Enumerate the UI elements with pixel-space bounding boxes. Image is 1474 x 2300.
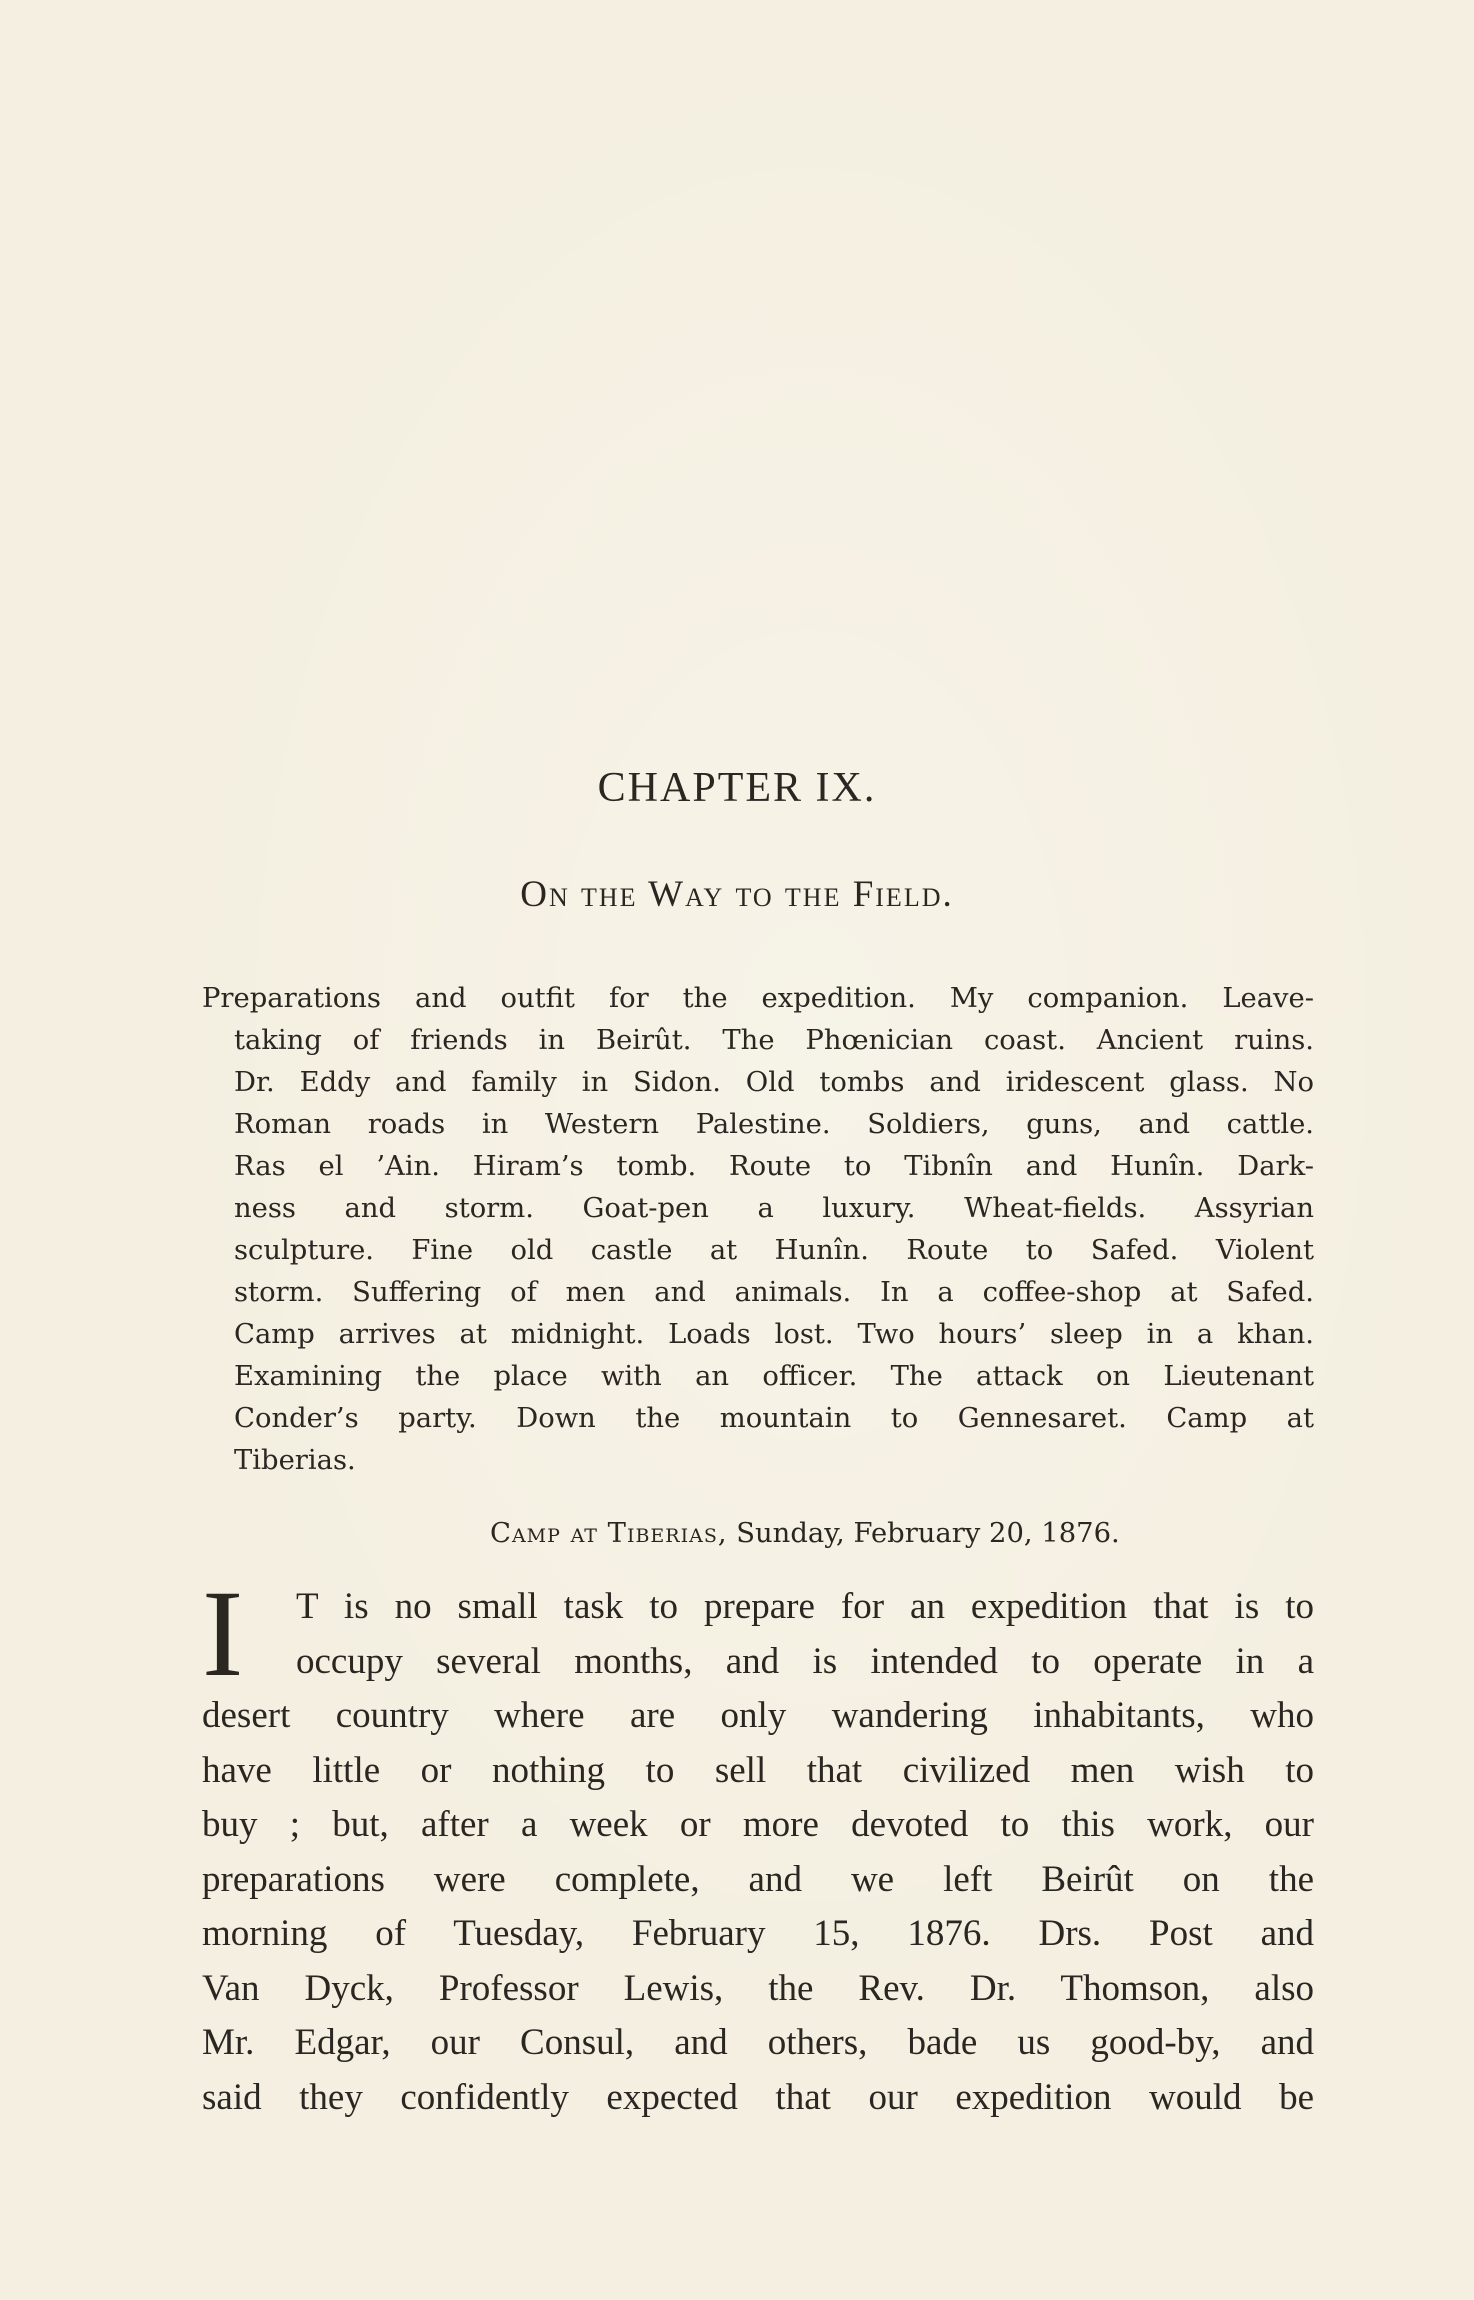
synopsis-line: Roman roads in Western Palestine. Soldiers, guns, and cattle.	[234, 1109, 1314, 1140]
synopsis-line: Ras el ’Ain. Hiram’s tomb. Route to Tibnîn and Hunîn. Dark-	[234, 1151, 1314, 1182]
synopsis-line: Tiberias.	[234, 1445, 356, 1476]
body-line: desert country where are only wandering inhabitants, who	[202, 1695, 1314, 1736]
synopsis-line: storm. Suffering of men and animals. In a coffee-shop at Safed.	[234, 1277, 1314, 1308]
body-line: Mr. Edgar, our Consul, and others, bade us good-by, and	[202, 2022, 1314, 2063]
body-first-line: T is no small task to prepare for an expedition that is to	[296, 1586, 1314, 1627]
synopsis-line: ness and storm. Goat-pen a luxury. Wheat-fields. Assyrian	[234, 1193, 1314, 1224]
body-line: have little or nothing to sell that civilized men wish to	[202, 1749, 1314, 1791]
chapter-subtitle: On the Way to the Field.	[520, 874, 954, 915]
body-line: morning of Tuesday, February 15, 1876. Drs. Post and	[202, 1913, 1314, 1954]
body-line: said they confidently expected that our expedition would be	[202, 2076, 1314, 2118]
synopsis-line: Camp arrives at midnight. Loads lost. Two hours’ sleep in a khan.	[234, 1319, 1314, 1350]
chapter-title: CHAPTER IX.	[597, 765, 877, 811]
body-text	[202, 1580, 1314, 2125]
body-line: preparations were complete, and we left Beirût on the	[202, 1858, 1314, 1900]
synopsis-line: Examining the place with an officer. The attack on Lieutenant	[234, 1361, 1314, 1392]
synopsis-line: Dr. Eddy and family in Sidon. Old tombs and iridescent glass. No	[234, 1067, 1314, 1098]
synopsis-line: sculpture. Fine old castle at Hunîn. Route to Safed. Violent	[234, 1235, 1314, 1266]
dateline-place: Camp at Tiberias,	[490, 1518, 728, 1549]
chapter-synopsis	[202, 978, 1314, 1482]
dateline	[490, 1513, 1290, 1555]
body-line: Van Dyck, Professor Lewis, the Rev. Dr. Thomson, also	[202, 1967, 1314, 2009]
synopsis-line: Preparations and outfit for the expedition. My companion. Leave-	[202, 983, 1314, 1014]
body-line: buy ; but, after a week or more devoted to this work, our	[202, 1804, 1314, 1845]
dateline-date: Sunday, February 20, 1876.	[736, 1518, 1120, 1549]
synopsis-line: Conder’s party. Down the mountain to Gennesaret. Camp at	[234, 1403, 1314, 1434]
drop-cap: I	[202, 1565, 244, 1702]
synopsis-line: taking of friends in Beirût. The Phœnician coast. Ancient ruins.	[234, 1025, 1314, 1056]
body-line: occupy several months, and is intended to operate in a	[296, 1640, 1314, 1682]
